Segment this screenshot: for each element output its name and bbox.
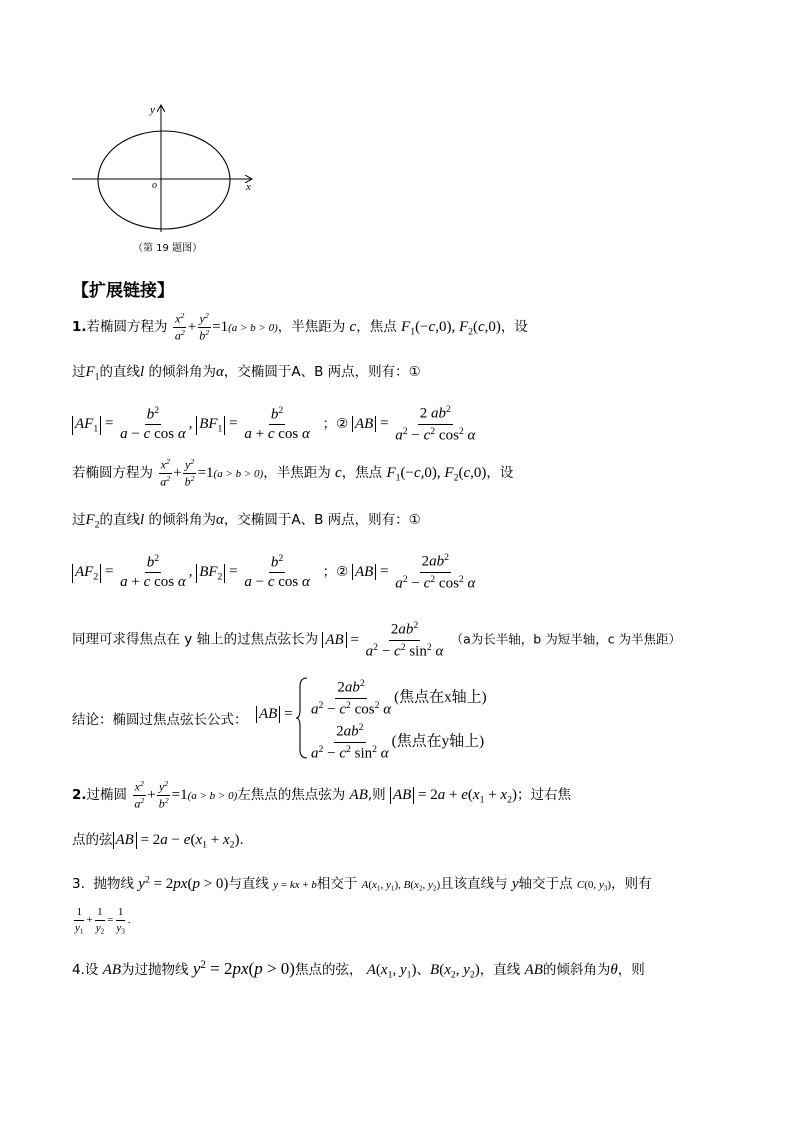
item1b-formulas: $AF_2$ = $\frac{b^2}{\text{a + c cos α}}$ , $BF_2$ = $\frac{b^2}{\text{a − c cos α}}$ ；② AB = $\frac{2ab^2}{a^2 - c^2 \cos^2 \alpha}$ xyxy=(72,552,478,592)
figure-caption: （第 19 题图） xyxy=(133,243,203,254)
x-axis-label: x xyxy=(246,181,251,193)
ellipse-equation: $\frac{x^2}{a^2}$ + $\frac{y^2}{b^2}$ =1 xyxy=(174,311,229,343)
y-axis-label: y xyxy=(150,104,155,116)
ellipse-figure xyxy=(68,100,268,258)
item1b-line2: 过$F_2$的直线l 的倾斜角为α，交椭圆于A、B 两点，则有：① xyxy=(72,512,421,531)
item2-line1: 2.过椭圆 $\frac{x^2}{a^2}$ + $\frac{y^2}{b^2}$ =1(a > b > 0)左焦点的焦点弦为 AB,则 AB = $2a + e(x_1 + x_2)$；过右焦 xyxy=(72,779,571,811)
ellipse-curve xyxy=(98,131,230,229)
y-axis-chord-line: 同理可求得焦点在 y 轴上的过焦点弦长为 AB = $\frac{2ab^2}{a^2 - c^2 \sin^2 \alpha}$ （a为长半轴，b 为短半轴，c 为半焦距） xyxy=(72,620,682,659)
conclusion-case-x: $\frac{2ab^2}{a^2 - c^2 \cos^2 \alpha}$ (焦点在x轴上) xyxy=(311,678,487,717)
item2-line2: 点的弦 AB = $2a - e(x_1 + x_2)$. xyxy=(72,832,244,851)
conclusion-label: 结论：椭圆过焦点弦长公式： xyxy=(72,712,248,728)
item4-line1: 4.设 AB为过抛物线 $y^2 = 2px(p > 0)$焦点的弦， $A(x_1$, $y_1$)、$B(x_2$, $y_2$)，直线 AB的倾斜角为θ，则 xyxy=(72,958,645,981)
section-heading: 【扩展链接】 xyxy=(72,281,174,301)
conclusion-ab: AB = xyxy=(256,706,293,723)
origin-label: o xyxy=(152,180,157,191)
item1-formulas: $AF_1$ = $\frac{b^2}{\text{a − c cos α}}$ , $BF_1$ = $\frac{b^2}{\text{a + c cos α}}$ ；② AB = $\frac{2 ab^2}{a^2 - c^2 \cos^2 \alpha}$ xyxy=(72,404,478,444)
item1-line2: 过$F_1$的直线l 的倾斜角为α，交椭圆于A、B 两点，则有：① xyxy=(72,364,421,383)
item1b-line1: 若椭圆方程为 $\frac{x^2}{a^2}$ + $\frac{y^2}{b^2}$ =1(a > b > 0)，半焦距为 c，焦点 $F_1(-c,0)$, $F_2(c,0)$，设 xyxy=(72,457,514,489)
item3-line1: 3. 抛物线 $y^2 = 2px(p > 0)$与直线 y = kx + b相交于 $A(x_1$, $y_1$), $B(x_2$, $y_2$)且该直线与 y轴交于点 C(0, $y_3$)，则有 xyxy=(72,874,652,893)
brace xyxy=(295,676,309,760)
item1-line1: 1.若椭圆方程为 $\frac{x^2}{a^2}$ + $\frac{y^2}{b^2}$ =1(a > b > 0)，半焦距为 c，焦点 $F_1(-c,0)$, $F_2(c,0)$，设 xyxy=(72,311,528,343)
conclusion-case-y: $\frac{2ab^2}{a^2 - c^2 \sin^2 \alpha}$ (焦点在y轴上) xyxy=(311,722,485,761)
item3-formula: $\frac{1}{y_1}$ + $\frac{1}{y_2}$ = $\frac{1}{y_3}$ . xyxy=(75,906,131,936)
